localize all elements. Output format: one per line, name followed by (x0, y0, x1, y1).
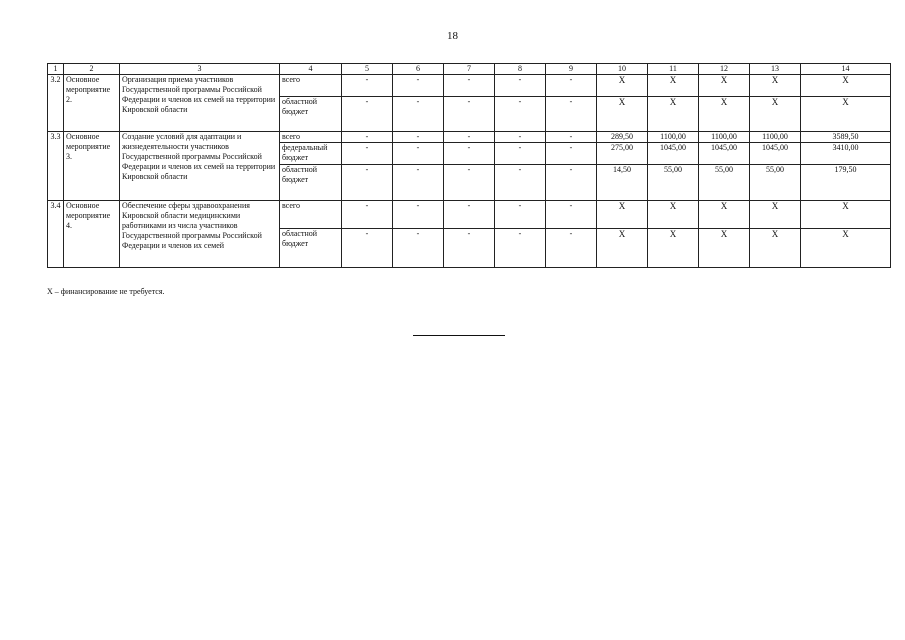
funding-value: X (597, 75, 648, 97)
funding-value: 289,50 (597, 132, 648, 143)
funding-value: X (648, 201, 699, 229)
column-number: 7 (444, 64, 495, 75)
funding-value: - (393, 229, 444, 268)
measure-name: Основное мероприятие 4. (64, 201, 120, 268)
funding-source: всего (280, 201, 342, 229)
funding-value: - (495, 201, 546, 229)
measure-description: Обеспечение сферы здравоохранения Кировской области медицинскими работниками из числа участников Государственной программы Российской Федерации и членов их семей (120, 201, 280, 268)
funding-value: 1100,00 (648, 132, 699, 143)
funding-value: - (342, 201, 393, 229)
column-number: 10 (597, 64, 648, 75)
funding-value: - (495, 229, 546, 268)
measure-description: Создание условий для адаптации и жизнедеятельности участников Государственной программы Российской Федерации и членов их семей на территории Кировской области (120, 132, 280, 201)
funding-source: всего (280, 132, 342, 143)
funding-value: 275,00 (597, 143, 648, 165)
column-number: 9 (546, 64, 597, 75)
funding-value: - (546, 143, 597, 165)
funding-source: всего (280, 75, 342, 97)
funding-value: 55,00 (648, 165, 699, 201)
table-row (48, 75, 891, 97)
funding-value: - (342, 97, 393, 132)
funding-value: - (393, 75, 444, 97)
measure-description: Организация приема участников Государственной программы Российской Федерации и членов их семей на территории Кировской области (120, 75, 280, 132)
column-number: 12 (699, 64, 750, 75)
funding-value: X (801, 229, 891, 268)
column-number: 3 (120, 64, 280, 75)
column-number-row (48, 64, 891, 75)
funding-value: - (495, 143, 546, 165)
funding-table (47, 63, 891, 268)
funding-value: 55,00 (699, 165, 750, 201)
funding-value: - (342, 165, 393, 201)
funding-value: X (750, 75, 801, 97)
column-number: 1 (48, 64, 64, 75)
funding-value: X (801, 75, 891, 97)
column-number: 2 (64, 64, 120, 75)
funding-value: - (342, 132, 393, 143)
funding-value: - (393, 201, 444, 229)
table-row (48, 201, 891, 229)
page-number: 18 (447, 30, 458, 42)
funding-source: областной бюджет (280, 97, 342, 132)
footnote: X – финансирование не требуется. (47, 287, 165, 296)
row-number: 3.3 (48, 132, 64, 201)
funding-value: - (342, 143, 393, 165)
funding-value: X (648, 75, 699, 97)
funding-value: - (495, 165, 546, 201)
funding-value: X (699, 229, 750, 268)
measure-name: Основное мероприятие 3. (64, 132, 120, 201)
funding-source: областной бюджет (280, 229, 342, 268)
funding-value: - (495, 132, 546, 143)
funding-value: - (393, 165, 444, 201)
funding-value: - (444, 165, 495, 201)
funding-value: - (444, 143, 495, 165)
funding-value: - (546, 201, 597, 229)
column-number: 13 (750, 64, 801, 75)
funding-value: - (444, 229, 495, 268)
funding-value: X (597, 97, 648, 132)
row-number: 3.2 (48, 75, 64, 132)
funding-value: - (495, 75, 546, 97)
column-number: 11 (648, 64, 699, 75)
funding-value: 14,50 (597, 165, 648, 201)
measure-name: Основное мероприятие 2. (64, 75, 120, 132)
funding-value: 3589,50 (801, 132, 891, 143)
funding-value: X (750, 97, 801, 132)
funding-value: - (546, 97, 597, 132)
table-row (48, 132, 891, 143)
funding-value: 1045,00 (699, 143, 750, 165)
funding-value: 3410,00 (801, 143, 891, 165)
funding-value: X (699, 97, 750, 132)
funding-value: X (750, 201, 801, 229)
funding-value: - (342, 229, 393, 268)
closing-rule (413, 335, 505, 336)
funding-value: - (393, 132, 444, 143)
funding-value: - (393, 97, 444, 132)
funding-value: 1045,00 (750, 143, 801, 165)
funding-value: - (444, 75, 495, 97)
funding-value: X (699, 201, 750, 229)
funding-value: X (801, 97, 891, 132)
funding-value: - (444, 132, 495, 143)
funding-value: - (546, 132, 597, 143)
funding-value: - (393, 143, 444, 165)
funding-value: - (444, 201, 495, 229)
funding-value: - (546, 75, 597, 97)
funding-source: федеральный бюджет (280, 143, 342, 165)
funding-value: 1045,00 (648, 143, 699, 165)
funding-value: 179,50 (801, 165, 891, 201)
row-number: 3.4 (48, 201, 64, 268)
funding-value: X (597, 201, 648, 229)
funding-value: 1100,00 (750, 132, 801, 143)
column-number: 6 (393, 64, 444, 75)
funding-value: 55,00 (750, 165, 801, 201)
funding-source: областной бюджет (280, 165, 342, 201)
funding-value: - (495, 97, 546, 132)
column-number: 5 (342, 64, 393, 75)
column-number: 4 (280, 64, 342, 75)
funding-value: X (648, 97, 699, 132)
funding-value: 1100,00 (699, 132, 750, 143)
funding-value: X (801, 201, 891, 229)
column-number: 8 (495, 64, 546, 75)
funding-value: X (699, 75, 750, 97)
funding-value: - (342, 75, 393, 97)
funding-value: X (750, 229, 801, 268)
funding-value: X (648, 229, 699, 268)
funding-value: X (597, 229, 648, 268)
funding-value: - (546, 229, 597, 268)
funding-value: - (546, 165, 597, 201)
funding-value: - (444, 97, 495, 132)
column-number: 14 (801, 64, 891, 75)
